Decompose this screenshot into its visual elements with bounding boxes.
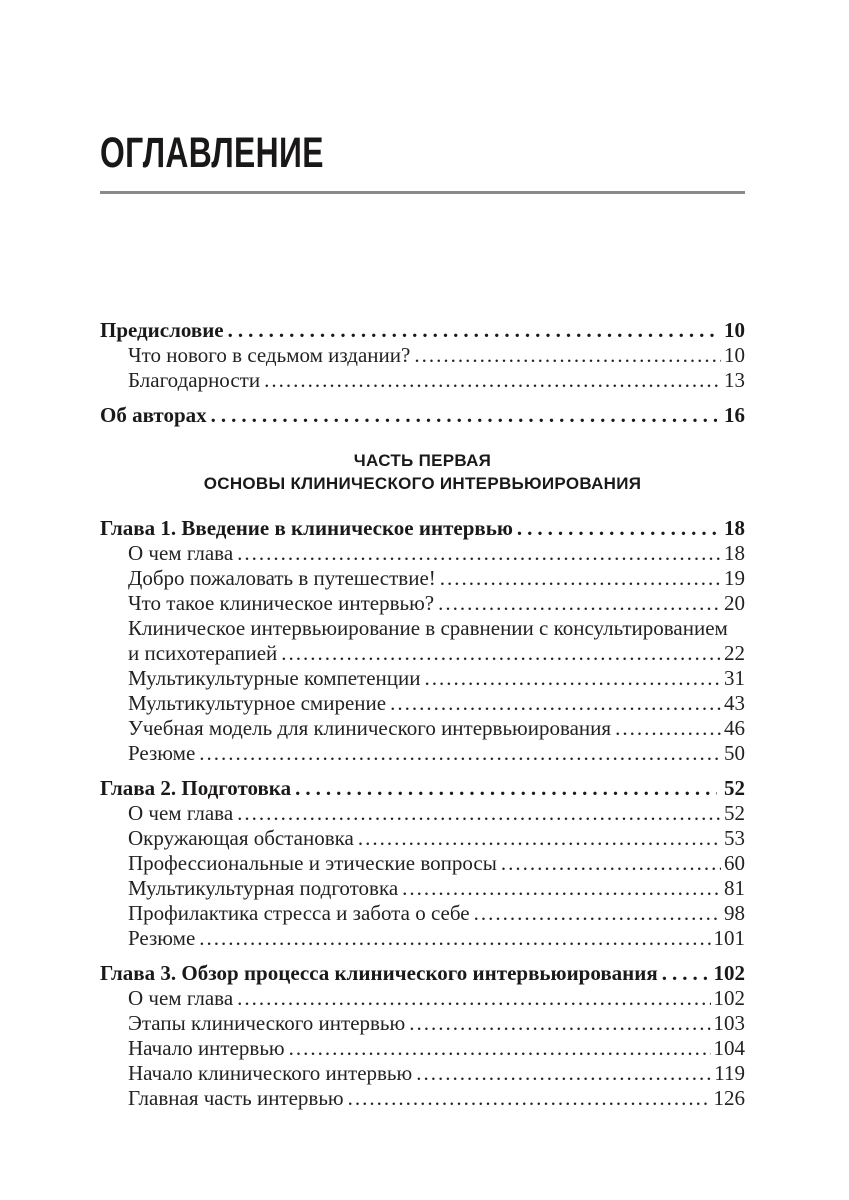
toc-entry-label: Благодарности — [128, 368, 261, 392]
page-number: 19 — [724, 566, 745, 590]
page-number: 104 — [713, 1036, 745, 1060]
title-underline — [100, 191, 745, 194]
dot-leader — [501, 851, 721, 876]
dot-leader — [237, 801, 721, 826]
toc-entry-label: Главная часть интервью — [128, 1086, 344, 1110]
toc-subentry — [100, 691, 745, 716]
toc-entry-label: О чем глава — [128, 986, 234, 1010]
page-number: 18 — [724, 541, 745, 565]
toc-entry-label: Профессиональные и этические вопросы — [128, 851, 497, 875]
toc-entry-label: Глава 1. Введение в клиническое интервью — [100, 516, 513, 540]
page-number: 102 — [713, 961, 745, 985]
toc-entry-label: Мультикультурные компетенции — [128, 666, 421, 690]
toc-entry-label: и психотерапией — [128, 641, 278, 665]
toc-subentry — [100, 1036, 745, 1061]
page-number: 102 — [713, 986, 745, 1010]
dot-leader — [295, 776, 717, 801]
toc-subentry — [100, 901, 745, 926]
dot-leader — [402, 876, 721, 901]
toc-subentry — [100, 986, 745, 1011]
table-of-contents — [100, 318, 745, 1111]
toc-subentry — [100, 343, 745, 368]
toc-subentry — [100, 1061, 745, 1086]
dot-leader — [662, 961, 707, 986]
toc-entry-label: Профилактика стресса и забота о себе — [128, 901, 470, 925]
toc-subentry — [100, 716, 745, 741]
dot-leader — [228, 318, 717, 343]
page-number: 43 — [724, 691, 745, 715]
dot-leader — [416, 1061, 711, 1086]
page-number: 18 — [724, 516, 745, 540]
toc-subentry — [100, 926, 745, 951]
toc-entry-label: Резюме — [128, 926, 196, 950]
toc-subentry — [100, 826, 745, 851]
part-header-line: ОСНОВЫ КЛИНИЧЕСКОГО ИНТЕРВЬЮИРОВАНИЯ — [203, 474, 642, 493]
toc-entry-label: Учебная модель для клинического интервьюирования — [128, 716, 612, 740]
page-number: 16 — [724, 403, 745, 427]
page-title: ОГЛАВЛЕНИЕ — [100, 129, 324, 177]
dot-leader — [237, 541, 721, 566]
toc-subentry — [100, 641, 745, 666]
page-number: 22 — [724, 641, 745, 665]
toc-entry — [100, 403, 745, 428]
toc-entry-label: Окружающая обстановка — [128, 826, 354, 850]
page-number: 126 — [713, 1086, 745, 1110]
dot-leader — [289, 1036, 711, 1061]
toc-entry-label: Предисловие — [100, 318, 224, 342]
toc-entry — [100, 961, 745, 986]
dot-leader — [211, 403, 717, 428]
toc-subentry — [100, 741, 745, 766]
toc-entry-label: Об авторах — [100, 403, 207, 427]
dot-leader — [264, 368, 721, 393]
toc-entry-label: Добро пожаловать в путешествие! — [128, 566, 436, 590]
page-number: 101 — [713, 926, 745, 950]
dot-leader — [414, 343, 721, 368]
dot-leader — [281, 641, 721, 666]
dot-leader — [390, 691, 721, 716]
dot-leader — [615, 716, 721, 741]
dot-leader — [517, 516, 717, 541]
toc-subentry — [100, 851, 745, 876]
toc-subentry — [100, 1011, 745, 1036]
toc-entry-label: Глава 3. Обзор процесса клинического интервьюирования — [100, 961, 658, 985]
toc-entry-label: Резюме — [128, 741, 196, 765]
toc-entry-label: Что нового в седьмом издании? — [128, 343, 411, 367]
dot-leader — [199, 926, 710, 951]
dot-leader — [348, 1086, 711, 1111]
toc-subentry — [100, 1086, 745, 1111]
page-number: 98 — [724, 901, 745, 925]
toc-entry-label: О чем глава — [128, 541, 234, 565]
toc-entry — [100, 318, 745, 343]
dot-leader — [358, 826, 721, 851]
page-number: 10 — [724, 343, 745, 367]
toc-subentry — [100, 666, 745, 691]
dot-leader — [237, 986, 710, 1011]
toc-entry-label: Мультикультурная подготовка — [128, 876, 399, 900]
dot-leader — [409, 1011, 710, 1036]
toc-subentry — [100, 876, 745, 901]
toc-subentry — [100, 541, 745, 566]
page-number: 13 — [724, 368, 745, 392]
toc-entry-label: Клиническое интервьюирование в сравнении с консультированием — [128, 616, 728, 640]
dot-leader — [438, 591, 721, 616]
page-number: 60 — [724, 851, 745, 875]
toc-entry-label: О чем глава — [128, 801, 234, 825]
page-number: 103 — [713, 1011, 745, 1035]
toc-entry — [100, 516, 745, 541]
dot-leader — [440, 566, 721, 591]
toc-entry-label: Этапы клинического интервью — [128, 1011, 406, 1035]
toc-subentry — [100, 368, 745, 393]
part-header — [100, 449, 745, 495]
page-number: 119 — [714, 1061, 745, 1085]
dot-leader — [425, 666, 722, 691]
page-number: 31 — [724, 666, 745, 690]
toc-entry-label: Что такое клиническое интервью? — [128, 591, 435, 615]
page-number: 52 — [724, 776, 745, 800]
toc-entry-label: Начало интервью — [128, 1036, 285, 1060]
dot-leader — [474, 901, 721, 926]
part-header-line: ЧАСТЬ ПЕРВАЯ — [353, 451, 492, 470]
page-number: 81 — [724, 876, 745, 900]
page-number: 53 — [724, 826, 745, 850]
toc-subentry — [100, 591, 745, 616]
toc-entry-label: Глава 2. Подготовка — [100, 776, 292, 800]
toc-subentry — [100, 801, 745, 826]
toc-subentry — [100, 566, 745, 591]
toc-entry-label: Мультикультурное смирение — [128, 691, 387, 715]
page-number: 20 — [724, 591, 745, 615]
toc-entry-label: Начало клинического интервью — [128, 1061, 413, 1085]
dot-leader — [199, 741, 721, 766]
toc-entry — [100, 776, 745, 801]
page-number: 50 — [724, 741, 745, 765]
toc-subentry — [100, 616, 745, 641]
page-number: 52 — [724, 801, 745, 825]
page-number: 46 — [724, 716, 745, 740]
page-number: 10 — [724, 318, 745, 342]
